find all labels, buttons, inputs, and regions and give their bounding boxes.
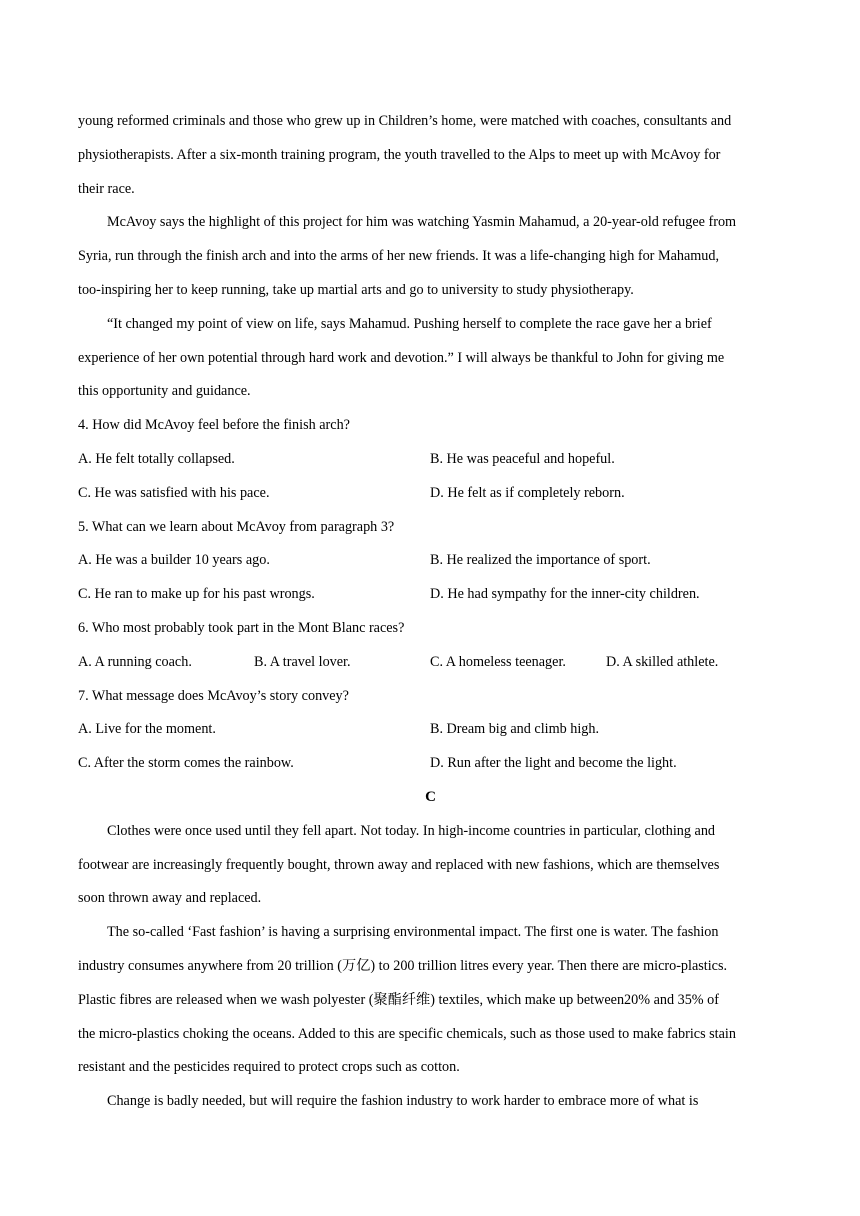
question-7-options-row-1 (78, 713, 783, 747)
question-4-options-row-2 (78, 477, 783, 511)
passage-b-paragraph-3 (78, 308, 783, 409)
option-a[interactable]: A. A running coach. (78, 653, 192, 670)
text-line: footwear are increasingly frequently bought, thrown away and replaced with new fashions, which are themselves (78, 856, 720, 873)
passage-c-paragraph-2 (78, 916, 783, 1085)
option-c[interactable]: C. After the storm comes the rainbow. (78, 755, 294, 772)
question-4-options-row-1 (78, 443, 783, 477)
section-heading: C (425, 788, 436, 805)
text-line: Clothes were once used until they fell apart. Not today. In high-income countries in particular, clothing and (107, 822, 716, 839)
text-line: The so-called ‘Fast fashion’ is having a surprising environmental impact. The first one is water. The fashion (107, 924, 719, 941)
text-line: “It changed my point of view on life, says Mahamud. Pushing herself to complete the race gave her a brief (107, 315, 712, 332)
text-line: Change is badly needed, but will require the fashion industry to work harder to embrace more of what is (107, 1093, 699, 1110)
question-4-stem: 4. How did McAvoy feel before the finish arch? (78, 417, 350, 434)
option-d[interactable]: D. He had sympathy for the inner-city children. (430, 586, 700, 603)
text-line: resistant and the pesticides required to protect crops such as cotton. (78, 1059, 460, 1076)
text-line: Syria, run through the finish arch and into the arms of her new friends. It was a life-changing high for Mahamud, (78, 248, 720, 265)
option-d[interactable]: D. He felt as if completely reborn. (430, 484, 625, 501)
question-7-options-row-2 (78, 747, 783, 781)
option-d[interactable]: D. A skilled athlete. (606, 653, 719, 670)
text-line: physiotherapists. After a six-month training program, the youth travelled to the Alps to meet up with McAvoy for (78, 146, 721, 163)
passage-b-paragraph-2 (78, 206, 783, 307)
text-line: McAvoy says the highlight of this project for him was watching Yasmin Mahamud, a 20-year-old refugee from (107, 214, 737, 231)
option-c[interactable]: C. He was satisfied with his pace. (78, 484, 270, 501)
text-line: soon thrown away and replaced. (78, 890, 262, 907)
question-5-options-row-1 (78, 544, 783, 578)
passage-c-paragraph-1 (78, 815, 783, 916)
text-line: the micro-plastics choking the oceans. Added to this are specific chemicals, such as those used to make fabrics stain (78, 1025, 736, 1042)
option-a[interactable]: A. Live for the moment. (78, 721, 216, 738)
question-5-stem: 5. What can we learn about McAvoy from paragraph 3? (78, 518, 395, 535)
option-b[interactable]: B. He realized the importance of sport. (430, 552, 651, 569)
option-b[interactable]: B. A travel lover. (254, 653, 351, 670)
text-line: their race. (78, 180, 135, 197)
document-page (78, 105, 783, 1119)
text-line: young reformed criminals and those who grew up in Children’s home, were matched with coaches, consultants and (78, 113, 732, 129)
question-5-options-row-2 (78, 578, 783, 612)
question-6-stem: 6. Who most probably took part in the Mont Blanc races? (78, 619, 405, 636)
option-c[interactable]: C. He ran to make up for his past wrongs. (78, 586, 315, 603)
option-b[interactable]: B. He was peaceful and hopeful. (430, 450, 615, 467)
text-line: this opportunity and guidance. (78, 383, 251, 400)
passage-c-paragraph-3 (78, 1085, 783, 1119)
text-line: Plastic fibres are released when we wash polyester (聚酯纤维) textiles, which make up between20% and 35% of (78, 991, 719, 1008)
option-c[interactable]: C. A homeless teenager. (430, 653, 566, 670)
option-a[interactable]: A. He was a builder 10 years ago. (78, 552, 270, 569)
text-line: too-inspiring her to keep running, take up martial arts and go to university to study physiotherapy. (78, 281, 634, 298)
passage-b-paragraph-1 (78, 105, 783, 206)
option-b[interactable]: B. Dream big and climb high. (430, 721, 600, 738)
text-line: industry consumes anywhere from 20 trillion (万亿) to 200 trillion litres every year. Then there are micro-plastics. (78, 957, 728, 974)
text-line: experience of her own potential through hard work and devotion.” I will always be thankful to John for giving me (78, 349, 725, 366)
option-a[interactable]: A. He felt totally collapsed. (78, 450, 235, 467)
option-d[interactable]: D. Run after the light and become the light. (430, 755, 677, 772)
question-7-stem: 7. What message does McAvoy’s story convey? (78, 687, 349, 704)
question-6-options-row (78, 646, 783, 680)
